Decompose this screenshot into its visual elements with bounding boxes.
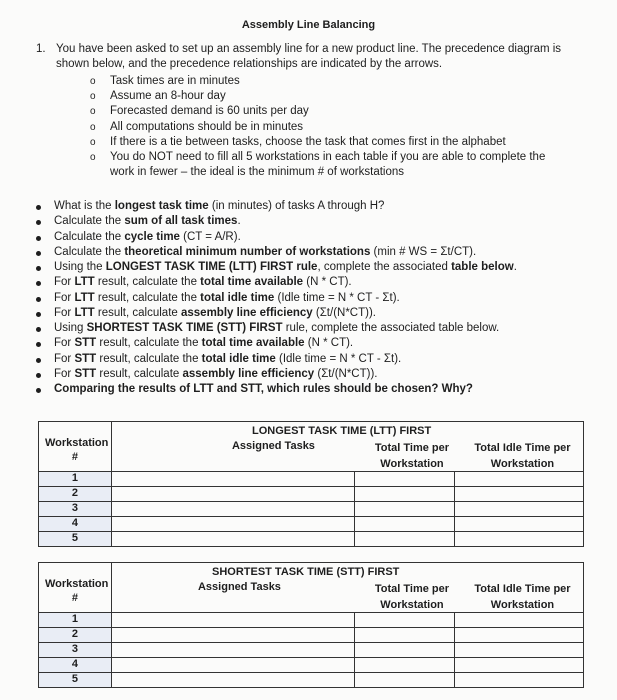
stt-table-caption: SHORTEST TASK TIME (STT) FIRST xyxy=(211,566,400,578)
assumption-item: o Task times are in minutes xyxy=(90,74,570,89)
ltt-idle-cell[interactable] xyxy=(455,517,584,532)
ltt-workstation-header: Workstation # xyxy=(39,422,112,472)
stt-total-time-cell[interactable] xyxy=(355,658,455,673)
ltt-idle-cell[interactable] xyxy=(455,502,584,517)
ltt-idle-header: Total Idle Time per Workstation xyxy=(474,442,571,470)
stt-assigned-cell[interactable] xyxy=(111,613,354,628)
task-item: For STT result, calculate the total idle time (Idle time = N * CT - Σt). xyxy=(34,352,594,367)
circle-bullet-icon: o xyxy=(90,121,96,133)
stt-idle-cell[interactable] xyxy=(455,613,584,628)
stt-idle-cell[interactable] xyxy=(455,658,584,673)
stt-assigned-cell[interactable] xyxy=(111,643,354,658)
circle-bullet-icon: o xyxy=(90,91,96,103)
bullet-icon xyxy=(36,388,41,393)
task-item: For STT result, calculate assembly line efficiency (Σt/(N*CT)). xyxy=(34,367,594,382)
stt-total-time-cell[interactable] xyxy=(355,673,455,688)
ltt-assigned-cell[interactable] xyxy=(111,517,354,532)
assumption-item: o If there is a tie between tasks, choose the task that comes first in the alphabet xyxy=(90,135,570,150)
question-number: 1. xyxy=(36,43,46,55)
ltt-idle-cell[interactable] xyxy=(455,532,584,547)
task-item: For LTT result, calculate the total time available (N * CT). xyxy=(34,275,594,290)
stt-total-time-cell[interactable] xyxy=(355,643,455,658)
ltt-total-time-cell[interactable] xyxy=(355,532,455,547)
assumption-item: o All computations should be in minutes xyxy=(90,120,570,135)
task-item: Calculate the theoretical minimum number of workstations (min # WS = Σt/CT). xyxy=(34,245,594,260)
ltt-assigned-cell[interactable] xyxy=(111,487,354,502)
bullet-icon xyxy=(36,327,41,332)
assumption-item: o You do NOT need to fill all 5 workstations in each table if you are able to complete the work in fewer – the ideal is the minimum # of workstations xyxy=(90,151,546,179)
circle-bullet-icon: o xyxy=(90,136,96,148)
task-item: What is the longest task time (in minutes) of tasks A through H? xyxy=(34,199,594,214)
bullet-icon xyxy=(36,312,41,317)
stt-idle-header: Total Idle Time per Workstation xyxy=(474,583,571,611)
bullet-icon xyxy=(36,205,41,210)
bullet-icon xyxy=(36,266,41,271)
stt-assigned-header: Assigned Tasks xyxy=(197,581,281,593)
stt-assigned-cell[interactable] xyxy=(111,673,354,688)
ltt-table xyxy=(38,421,584,547)
stt-row-number: 4 xyxy=(39,658,112,673)
stt-row-number: 1 xyxy=(39,613,112,628)
task-list xyxy=(34,199,594,397)
stt-workstation-header: Workstation # xyxy=(39,563,112,613)
ltt-row-number: 2 xyxy=(39,487,112,502)
question-intro xyxy=(36,42,576,72)
task-item: For LTT result, calculate assembly line efficiency (Σt/(N*CT)). xyxy=(34,306,594,321)
assumption-item: o Assume an 8-hour day xyxy=(90,89,570,104)
stt-total-time-cell[interactable] xyxy=(355,628,455,643)
bullet-icon xyxy=(36,251,41,256)
task-item: Using SHORTEST TASK TIME (STT) FIRST rule, complete the associated table below. xyxy=(34,321,594,336)
bullet-icon xyxy=(36,342,41,347)
ltt-idle-cell[interactable] xyxy=(455,472,584,487)
bullet-icon xyxy=(36,220,41,225)
circle-bullet-icon: o xyxy=(90,106,96,118)
stt-assigned-cell[interactable] xyxy=(111,628,354,643)
stt-idle-cell[interactable] xyxy=(455,643,584,658)
stt-assigned-cell[interactable] xyxy=(111,658,354,673)
stt-row-number: 3 xyxy=(39,643,112,658)
question-text: You have been asked to set up an assembly line for a new product line. The precedence diagram is shown below, and the precedence relationships are indicated by the arrows. xyxy=(56,43,562,70)
circle-bullet-icon: o xyxy=(90,152,96,164)
task-item: Comparing the results of LTT and STT, which rules should be chosen? Why? xyxy=(34,382,594,397)
bullet-icon xyxy=(36,373,41,378)
ltt-row-number: 3 xyxy=(39,502,112,517)
stt-table xyxy=(38,562,584,688)
ltt-total-time-cell[interactable] xyxy=(355,487,455,502)
bullet-icon xyxy=(36,236,41,241)
ltt-total-time-cell[interactable] xyxy=(355,472,455,487)
ltt-assigned-cell[interactable] xyxy=(111,502,354,517)
ltt-total-time-cell[interactable] xyxy=(355,502,455,517)
task-item: Calculate the cycle time (CT = A/R). xyxy=(34,230,594,245)
ltt-header-group xyxy=(111,422,583,472)
stt-row-number: 2 xyxy=(39,628,112,643)
task-item: Calculate the sum of all task times. xyxy=(34,214,594,229)
task-item: For LTT result, calculate the total idle time (Idle time = N * CT - Σt). xyxy=(34,291,594,306)
ltt-assigned-cell[interactable] xyxy=(111,532,354,547)
bullet-icon xyxy=(36,281,41,286)
bullet-icon xyxy=(36,358,41,363)
ltt-assigned-cell[interactable] xyxy=(111,472,354,487)
page-title: Assembly Line Balancing xyxy=(241,19,376,31)
ltt-assigned-header: Assigned Tasks xyxy=(231,440,315,452)
circle-bullet-icon: o xyxy=(90,76,96,87)
ltt-idle-cell[interactable] xyxy=(455,487,584,502)
task-item: For STT result, calculate the total time available (N * CT). xyxy=(34,336,594,351)
stt-header-group xyxy=(111,563,583,613)
ltt-table-caption: LONGEST TASK TIME (LTT) FIRST xyxy=(251,425,432,437)
ltt-total-time-cell[interactable] xyxy=(355,517,455,532)
ltt-row-number: 1 xyxy=(39,472,112,487)
stt-idle-cell[interactable] xyxy=(455,673,584,688)
stt-idle-cell[interactable] xyxy=(455,628,584,643)
bullet-icon xyxy=(36,297,41,302)
ltt-row-number: 5 xyxy=(39,532,112,547)
stt-total-time-header: Total Time per Workstation xyxy=(374,583,450,611)
assumptions-list xyxy=(90,74,570,180)
stt-total-time-cell[interactable] xyxy=(355,613,455,628)
task-item: Using the LONGEST TASK TIME (LTT) FIRST rule, complete the associated table below. xyxy=(34,260,594,275)
assumption-item: o Forecasted demand is 60 units per day xyxy=(90,104,570,119)
ltt-total-time-header: Total Time per Workstation xyxy=(374,442,450,470)
ltt-row-number: 4 xyxy=(39,517,112,532)
stt-row-number: 5 xyxy=(39,673,112,688)
